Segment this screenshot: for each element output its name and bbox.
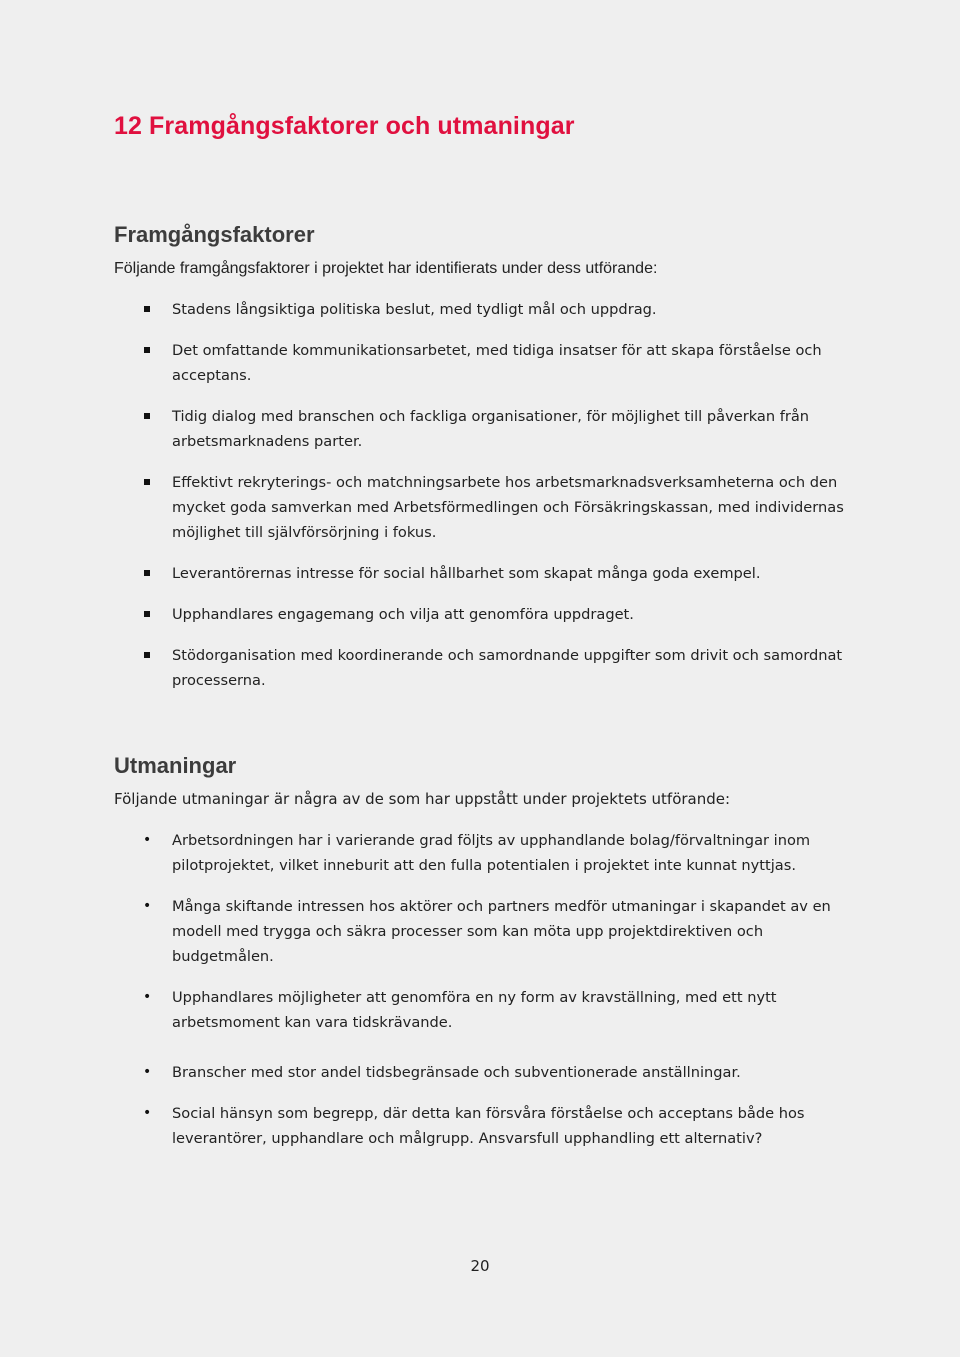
list-item-text: Social hänsyn som begrepp, där detta kan försvåra förståelse och acceptans både hos leverantörer, upphandlare och målgrupp. Ansvarsfull upphandling ett alternativ? bbox=[172, 1105, 805, 1147]
list-item bbox=[0, 404, 852, 454]
list-item-text: Stödorganisation med koordinerande och samordnande uppgifter som drivit och samordnat processerna. bbox=[172, 647, 843, 689]
dot-bullet-icon: • bbox=[143, 898, 152, 914]
success-factors-list bbox=[0, 297, 960, 693]
square-bullet-icon bbox=[144, 570, 150, 576]
page-number: 20 bbox=[470, 1257, 490, 1275]
list-item-text: Upphandlares engagemang och vilja att genomföra uppdraget. bbox=[172, 606, 634, 623]
list-item-text: Många skiftande intressen hos aktörer och partners medför utmaningar i skapandet av en modell med trygga och säkra processer som kan möta upp projektdirektiven och budgetmålen. bbox=[172, 898, 831, 965]
success-factors-intro: Följande framgångsfaktorer i projektet har identifierats under dess utförande: bbox=[114, 260, 658, 277]
challenges-heading: Utmaningar bbox=[114, 753, 237, 778]
list-item bbox=[0, 338, 852, 388]
list-item bbox=[0, 828, 852, 878]
success-factors-heading: Framgångsfaktorer bbox=[114, 222, 315, 247]
list-item-text: Leverantörernas intresse för social hållbarhet som skapat många goda exempel. bbox=[172, 565, 761, 582]
list-item bbox=[0, 297, 852, 322]
list-item-text: Effektivt rekryterings- och matchningsarbete hos arbetsmarknadsverksamheterna och den mycket goda samverkan med Arbetsförmedlingen och Försäkringskassan, med individernas möjlighet till självförsörjning i fokus. bbox=[172, 474, 844, 541]
list-item-text: Arbetsordningen har i varierande grad följts av upphandlande bolag/förvaltningar inom pilotprojektet, vilket inneburit att den fulla potentialen i projektet inte kunnat nyttjas. bbox=[172, 832, 811, 874]
list-item-text: Stadens långsiktiga politiska beslut, med tydligt mål och uppdrag. bbox=[172, 301, 657, 318]
dot-bullet-icon: • bbox=[143, 989, 152, 1005]
dot-bullet-icon: • bbox=[143, 1064, 152, 1080]
dot-bullet-icon: • bbox=[143, 1105, 152, 1121]
list-item bbox=[0, 1101, 852, 1151]
list-item bbox=[0, 602, 852, 627]
list-item-text: Tidig dialog med branschen och fackliga organisationer, för möjlighet till påverkan från arbetsmarknadens parter. bbox=[172, 408, 810, 450]
list-item-text: Upphandlares möjligheter att genomföra en ny form av kravställning, med ett nytt arbetsmoment kan vara tidskrävande. bbox=[172, 989, 777, 1031]
challenges-intro: Följande utmaningar är några av de som har uppstått under projektets utförande: bbox=[114, 790, 731, 808]
square-bullet-icon bbox=[144, 347, 150, 353]
list-item bbox=[0, 470, 852, 545]
square-bullet-icon bbox=[144, 413, 150, 419]
square-bullet-icon bbox=[144, 479, 150, 485]
square-bullet-icon bbox=[144, 652, 150, 658]
challenges-list bbox=[0, 828, 960, 1151]
list-item bbox=[0, 561, 852, 586]
list-item bbox=[0, 894, 852, 969]
list-item-text: Branscher med stor andel tidsbegränsade och subventionerade anställningar. bbox=[172, 1064, 741, 1081]
dot-bullet-icon: • bbox=[143, 832, 152, 848]
chapter-title: 12 Framgångsfaktorer och utmaningar bbox=[114, 112, 575, 140]
list-item-text: Det omfattande kommunikationsarbetet, med tidiga insatser för att skapa förståelse och acceptans. bbox=[172, 342, 822, 384]
list-item bbox=[0, 985, 852, 1035]
square-bullet-icon bbox=[144, 611, 150, 617]
square-bullet-icon bbox=[144, 306, 150, 312]
list-item bbox=[0, 643, 852, 693]
list-item bbox=[0, 1060, 852, 1085]
